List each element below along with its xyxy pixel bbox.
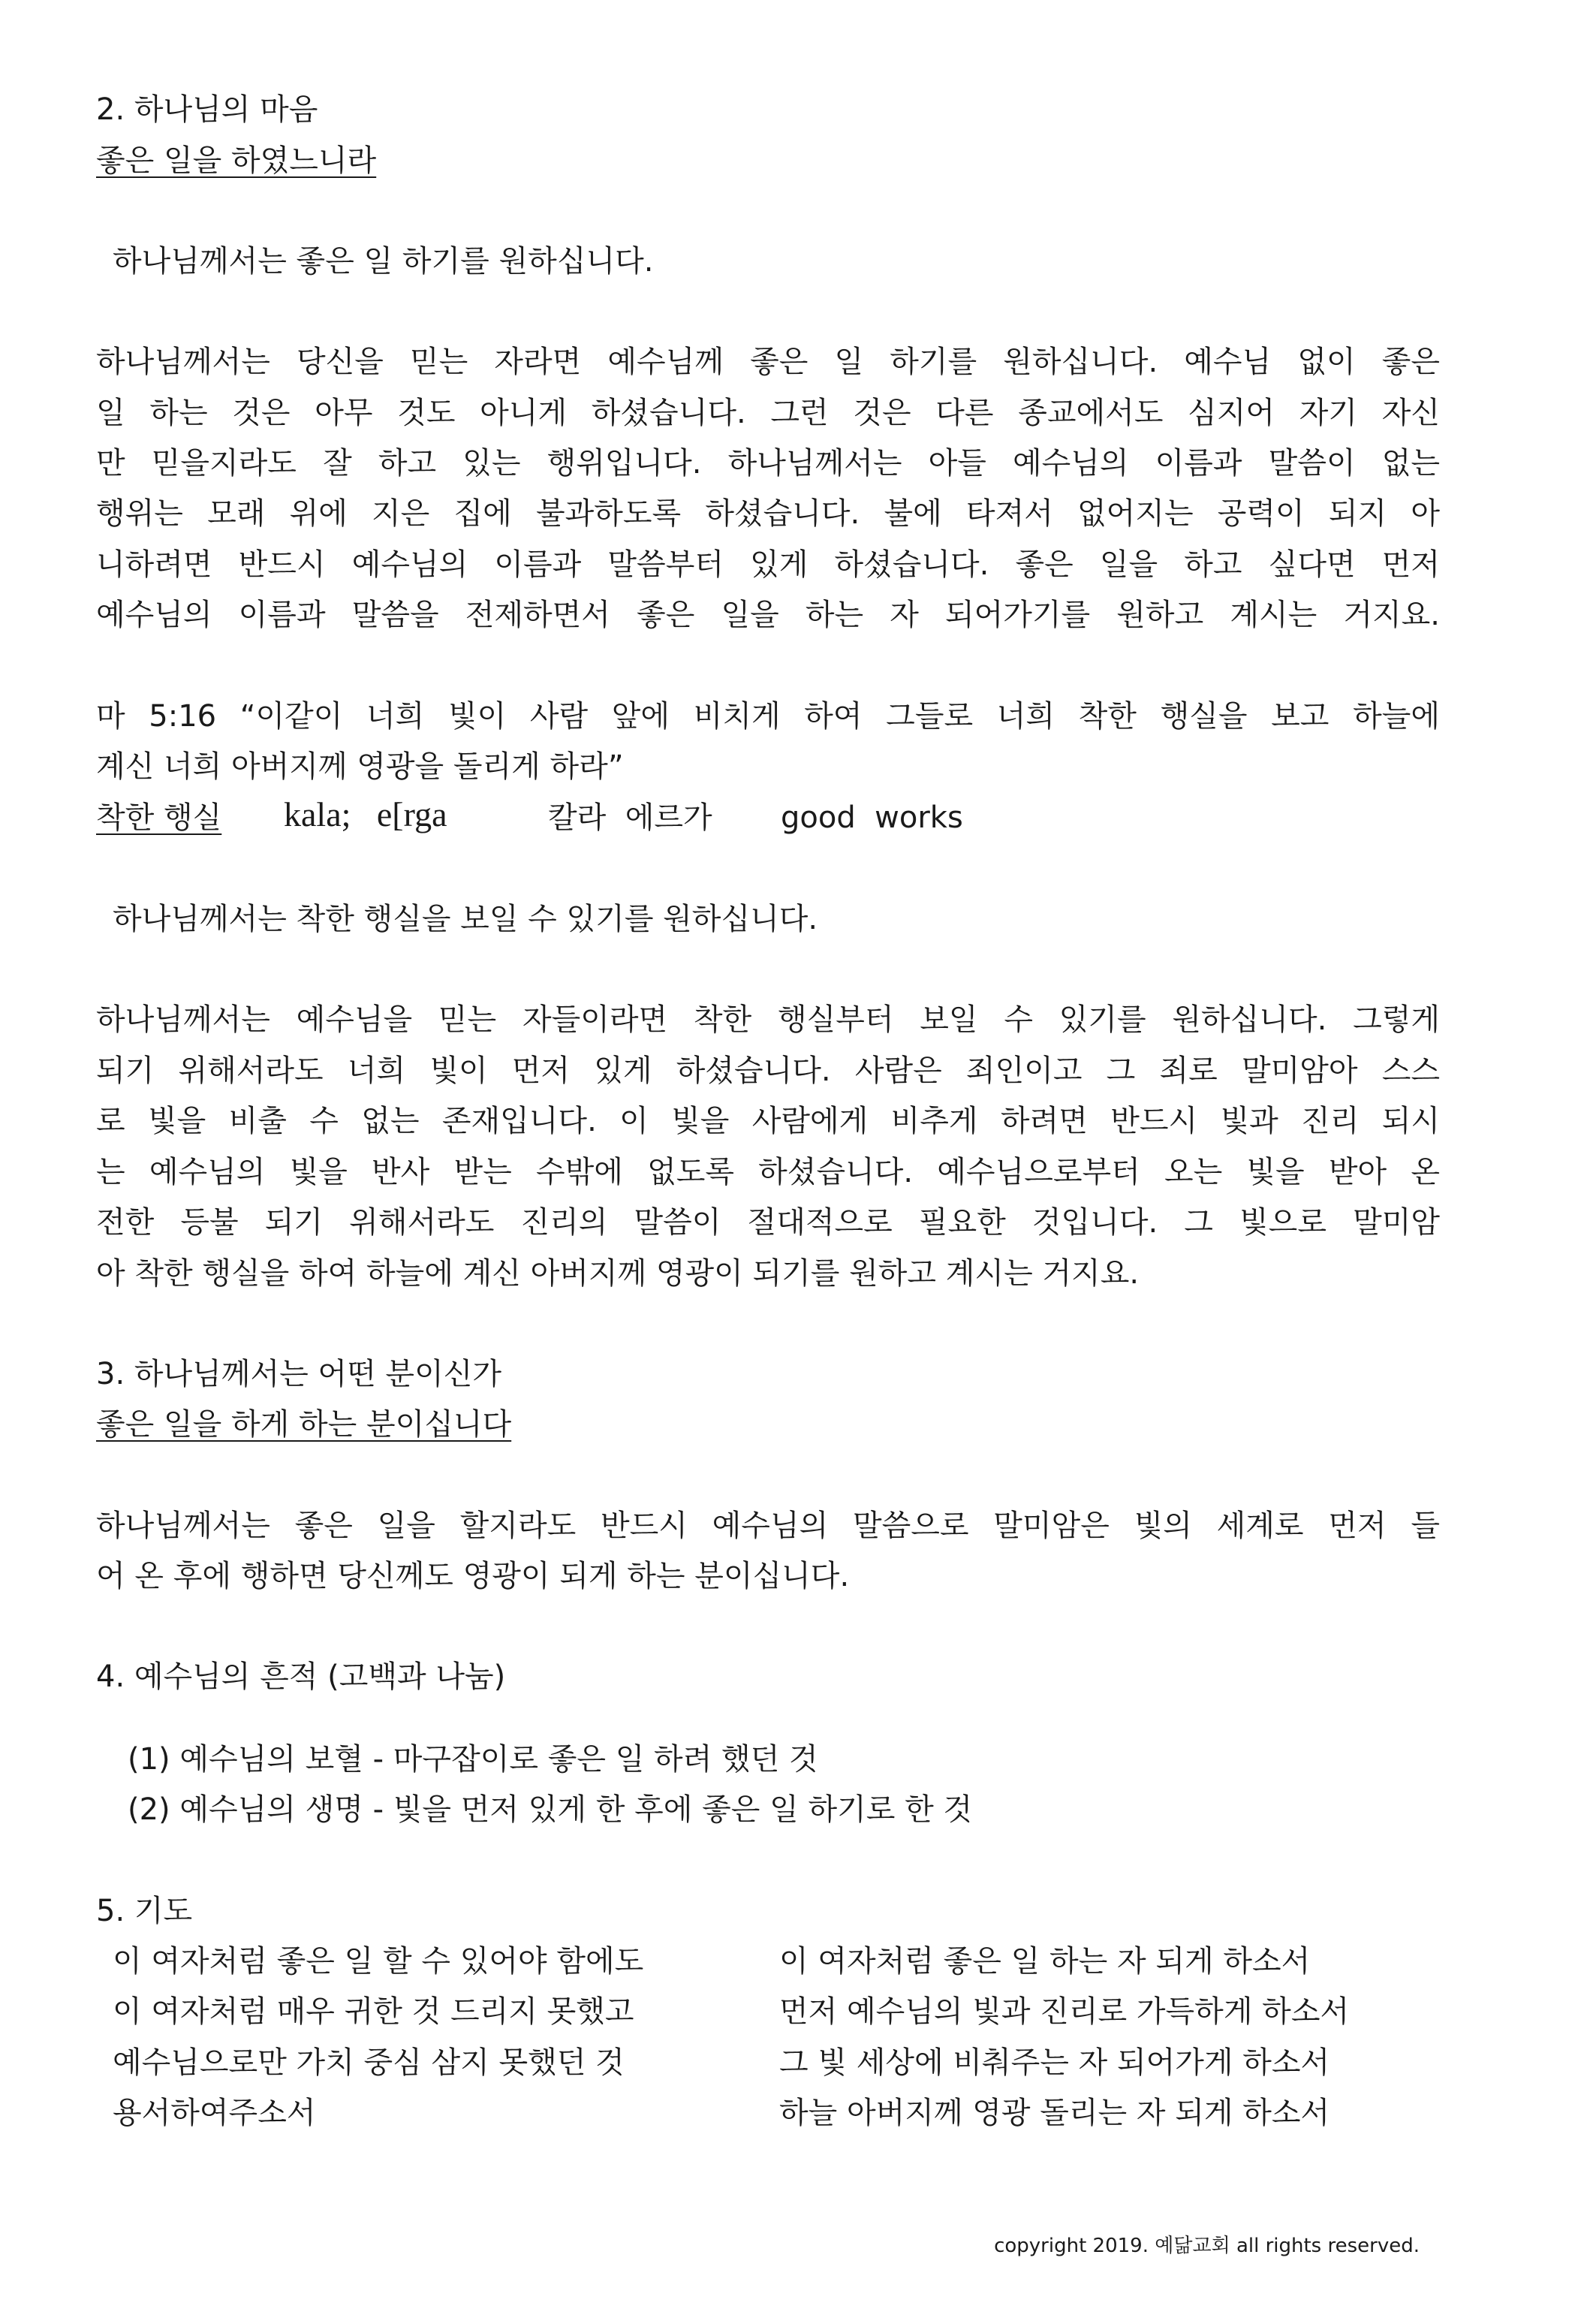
paragraph-line: 하나님께서는 당신을 믿는 자라면 예수님께 좋은 일 하기를 원하십니다. 예수님 없이 좋은 <box>96 345 1440 379</box>
paragraph-line: 어 온 후에 행하면 당신께도 영광이 되게 하는 분이십니다. <box>96 1559 850 1593</box>
paragraph-line: 되기 위해서라도 너희 빛이 먼저 있게 하셨습니다. 사람은 죄인이고 그 죄로 말미암아 스스 <box>96 1053 1440 1088</box>
prayer-line: 하늘 아버지께 영광 돌리는 자 되게 하소서 <box>779 2096 1330 2130</box>
paragraph-line: 만 믿을지라도 잘 하고 있는 행위입니다. 하나님께서는 아들 예수님의 이름과 말씀이 없는 <box>96 446 1440 481</box>
section-2-summary: 하나님께서는 좋은 일 하기를 원하십니다. <box>113 244 654 279</box>
list-item: (2) 예수님의 생명 - 빛을 먼저 있게 한 후에 좋은 일 하기로 한 것 <box>128 1792 973 1827</box>
paragraph-line: 하나님께서는 좋은 일을 할지라도 반드시 예수님의 말씀으로 말미암은 빛의 세계로 먼저 들 <box>96 1509 1440 1543</box>
prayer-line: 용서하여주소서 <box>113 2096 316 2130</box>
word-study-term: 착한 행실 <box>96 800 222 835</box>
copyright-notice: copyright 2019. 예닮교회 all rights reserved. <box>994 2235 1420 2257</box>
section-2-summary-2: 하나님께서는 착한 행실을 보일 수 있기를 원하십니다. <box>113 902 818 936</box>
paragraph-line: 니하려면 반드시 예수님의 이름과 말씀부터 있게 하셨습니다. 좋은 일을 하고 싶다면 먼저 <box>96 547 1440 582</box>
paragraph-line: 로 빛을 비출 수 없는 존재입니다. 이 빛을 사람에게 비추게 하려면 반드시 빛과 진리 되시 <box>96 1104 1440 1138</box>
list-item: (1) 예수님의 보혈 - 마구잡이로 좋은 일 하려 했던 것 <box>128 1742 818 1777</box>
prayer-line: 먼저 예수님의 빛과 진리로 가득하게 하소서 <box>779 1994 1350 2029</box>
section-4-heading: 4. 예수님의 흔적 (고백과 나눔) <box>96 1659 506 1694</box>
paragraph-line: 아 착한 행실을 하여 하늘에 계신 아버지께 영광이 되기를 원하고 계시는 거지요. <box>96 1256 1140 1291</box>
prayer-line: 이 여자처럼 좋은 일 하는 자 되게 하소서 <box>779 1944 1311 1979</box>
section-3-heading: 3. 하나님께서는 어떤 분이신가 <box>96 1357 501 1391</box>
word-study-pronunciation: 칼라 에르가 <box>548 800 712 835</box>
paragraph-line: 일 하는 것은 아무 것도 아니게 하셨습니다. 그런 것은 다른 종교에서도 심지어 자기 자신 <box>96 396 1440 430</box>
prayer-line: 이 여자처럼 좋은 일 할 수 있어야 함에도 <box>113 1944 644 1979</box>
scripture-verse: 마 5:16 “이같이 너희 빛이 사람 앞에 비치게 하여 그들로 너희 착한 행실을 보고 하늘에 <box>96 699 1440 734</box>
prayer-line: 예수님으로만 가치 중심 삼지 못했던 것 <box>113 2045 625 2080</box>
word-study-greek: kala; e[rga <box>284 795 447 833</box>
prayer-line: 이 여자처럼 매우 귀한 것 드리지 못했고 <box>113 1994 634 2029</box>
prayer-line: 그 빛 세상에 비춰주는 자 되어가게 하소서 <box>779 2045 1330 2080</box>
paragraph-line: 는 예수님의 빛을 반사 받는 수밖에 없도록 하셨습니다. 예수님으로부터 오는 빛을 받아 온 <box>96 1155 1440 1189</box>
paragraph-line: 행위는 모래 위에 지은 집에 불과하도록 하셨습니다. 불에 타져서 없어지는 공력이 되지 아 <box>96 496 1440 531</box>
paragraph-line: 전한 등불 되기 위해서라도 진리의 말씀이 절대적으로 필요한 것입니다. 그 빛으로 말미암 <box>96 1205 1440 1240</box>
section-5-heading: 5. 기도 <box>96 1894 193 1928</box>
word-study-english: good works <box>781 800 963 835</box>
paragraph-line: 예수님의 이름과 말씀을 전제하면서 좋은 일을 하는 자 되어가기를 원하고 계시는 거지요. <box>96 598 1440 632</box>
paragraph-line: 하나님께서는 예수님을 믿는 자들이라면 착한 행실부터 보일 수 있기를 원하십니다. 그렇게 <box>96 1002 1440 1037</box>
section-3-subheading: 좋은 일을 하게 하는 분이십니다 <box>96 1407 512 1442</box>
section-2-heading: 2. 하나님의 마음 <box>96 92 318 127</box>
section-2-subheading: 좋은 일을 하였느니라 <box>96 143 377 178</box>
scripture-verse: 계신 너희 아버지께 영광을 돌리게 하라” <box>96 749 624 784</box>
